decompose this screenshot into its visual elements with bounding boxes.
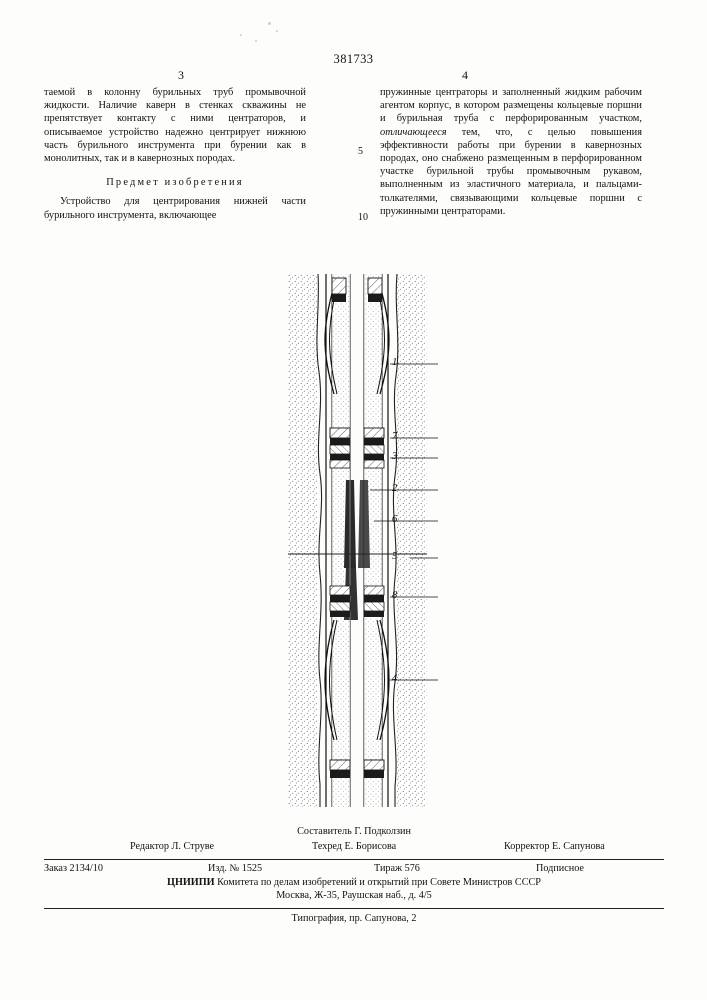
paragraph-left-2: Устройство для центрирования нижней части бурильного инструмента, включающее xyxy=(44,196,306,221)
organization-line-1 xyxy=(44,877,664,890)
section-heading: Предмет изобретения xyxy=(106,177,244,189)
credits-row xyxy=(44,841,664,856)
paragraph-right-1 xyxy=(380,86,642,218)
text-column-right xyxy=(380,86,642,218)
order-row xyxy=(44,863,664,877)
technical-drawing xyxy=(270,268,445,813)
column-number-right: 4 xyxy=(462,68,468,82)
subscription-note: Подписное xyxy=(536,863,584,874)
paragraph-right-1b: тем, что, с целью повышения эффективности работы при бурении в кавернозных породах, оно снабжено размещенным в перфорированном участке бурильной трубы промывочным рукавом, выполненным из эластичного материала, и пальцами-толкателями, связывающими кольцевые поршни с пружинными центраторами. xyxy=(380,126,642,217)
footer-divider xyxy=(44,859,664,860)
scan-speck xyxy=(268,22,271,25)
typography-line: Типография, пр. Сапунова, 2 xyxy=(291,913,417,925)
figure-callout-6: 6 xyxy=(392,514,398,525)
column-number-left: 3 xyxy=(178,68,184,82)
paragraph-right-1a: пружинные центраторы и заполненный жидким рабочим агентом корпус, в котором размещены кольцевые поршни и бурильная труба с перфорированным участком, xyxy=(380,87,642,125)
figure-callout-5: 5 xyxy=(392,551,398,562)
corrector-credit: Корректор Е. Сапунова xyxy=(504,841,605,852)
figure-callout-8: 8 xyxy=(392,590,398,601)
editor-credit: Редактор Л. Струве xyxy=(130,841,215,852)
figure-callout-7: 7 xyxy=(392,431,398,442)
line-number: 10 xyxy=(358,212,368,223)
patent-number: 381733 xyxy=(333,52,374,66)
scan-speck xyxy=(276,30,278,32)
page-footer xyxy=(44,826,664,924)
figure-callout-3: 3 xyxy=(392,451,398,462)
line-number: 5 xyxy=(358,146,363,157)
organization-rest: Комитета по делам изобретений и открытий при Совете Министров СССР xyxy=(214,877,541,888)
footer-divider-2 xyxy=(44,908,664,909)
edition-number: Изд. № 1525 xyxy=(208,863,263,874)
figure-callout-4: 4 xyxy=(392,673,398,684)
paragraph-left-1: таемой в колонну бурильных труб промывочной жидкости. Наличие каверн в стенках скважины не препятствует контакту с ними центраторов, и описываемое устройство надежно центрирует нижнюю часть бурильного инструмента при бурении как в монолитных, так и в кавернозных породах. xyxy=(44,87,306,165)
scan-speck xyxy=(255,40,257,42)
figure-callout-1: 1 xyxy=(392,357,398,368)
organization-line-2: Москва, Ж-35, Раушская наб., д. 4/5 xyxy=(276,889,432,901)
compiler-line: Составитель Г. Подколзин xyxy=(297,826,411,837)
print-run: Тираж 576 xyxy=(374,863,420,874)
paragraph-right-emphasis: отличающееся xyxy=(380,126,447,138)
text-column-left xyxy=(44,86,306,222)
tech-editor-credit: Техред Е. Борисова xyxy=(312,841,397,852)
figure-callout-2: 2 xyxy=(392,483,398,494)
scan-speck xyxy=(240,34,242,36)
organization-acronym: ЦНИИПИ xyxy=(167,877,215,888)
order-number: Заказ 2134/10 xyxy=(44,863,103,874)
